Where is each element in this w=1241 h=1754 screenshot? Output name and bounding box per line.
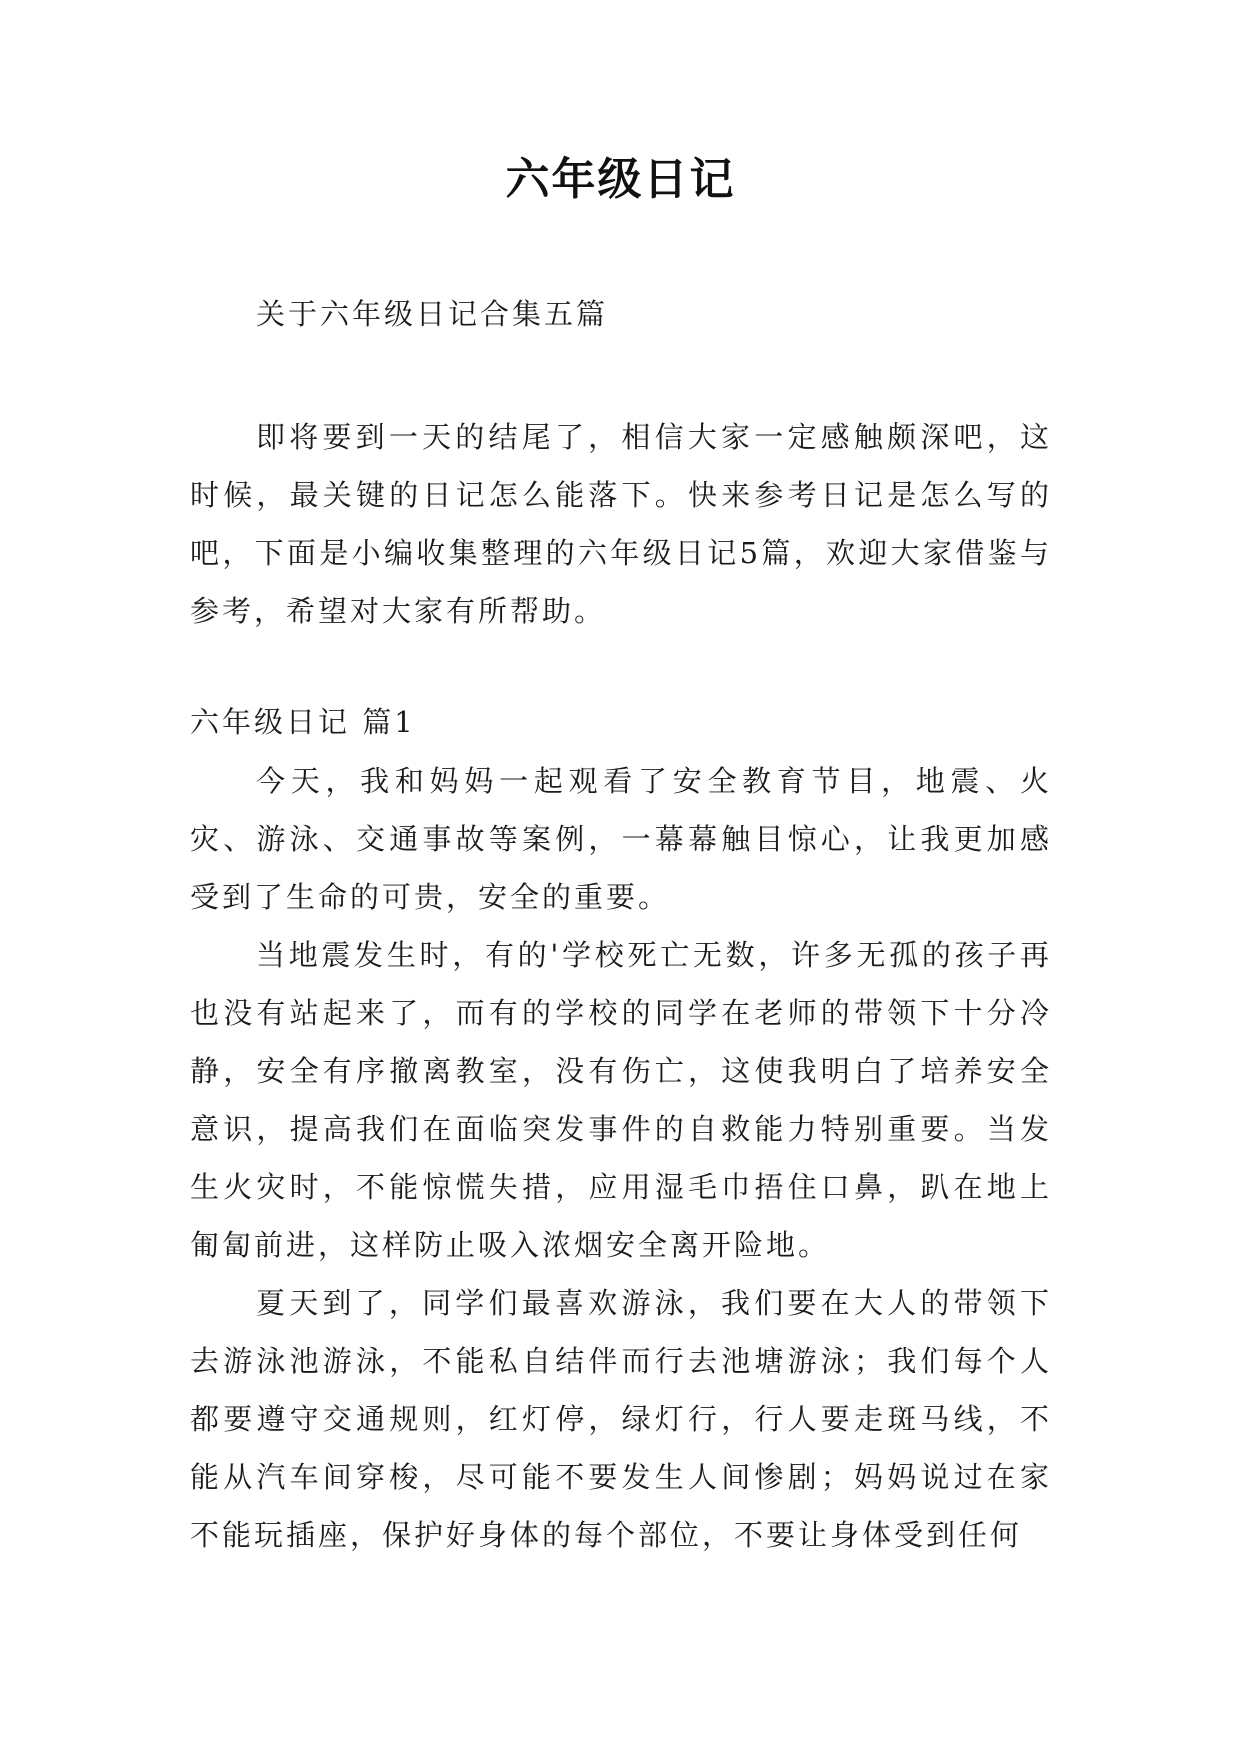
article-paragraph: 夏天到了，同学们最喜欢游泳，我们要在大人的带领下去游泳池游泳，不能私自结伴而行去池塘游泳；我们每个人都要遵守交通规则，红灯停，绿灯行，行人要走斑马线，不能从汽车间穿梭，尽可能不要发生人间惨剧；妈妈说过在家不能玩插座，保护好身体的每个部位，不要让身体受到任何 [190,1286,1052,1552]
article-paragraph: 当地震发生时，有的'学校死亡无数，许多无孤的孩子再也没有站起来了，而有的学校的同学在老师的带领下十分冷静，安全有序撤离教室，没有伤亡，这使我明白了培养安全意识，提高我们在面临突发事件的自救能力特别重要。当发生火灾时，不能惊慌失措，应用湿毛巾捂住口鼻，趴在地上匍匐前进，这样防止吸入浓烟安全离开险地。 [190,938,1052,1262]
intro-paragraph: 即将要到一天的结尾了，相信大家一定感触颇深吧，这时候，最关键的日记怎么能落下。快来参考日记是怎么写的吧，下面是小编收集整理的六年级日记5篇，欢迎大家借鉴与参考，希望对大家有所帮助。 [190,420,1052,628]
document-subtitle: 关于六年级日记合集五篇 [256,297,609,331]
section-heading: 六年级日记 篇1 [190,705,416,739]
article-paragraph: 今天，我和妈妈一起观看了安全教育节目，地震、火灾、游泳、交通事故等案例，一幕幕触目惊心，让我更加感受到了生命的可贵，安全的重要。 [190,764,1052,914]
article-body [190,752,1052,1564]
document-title: 六年级日记 [505,154,736,205]
